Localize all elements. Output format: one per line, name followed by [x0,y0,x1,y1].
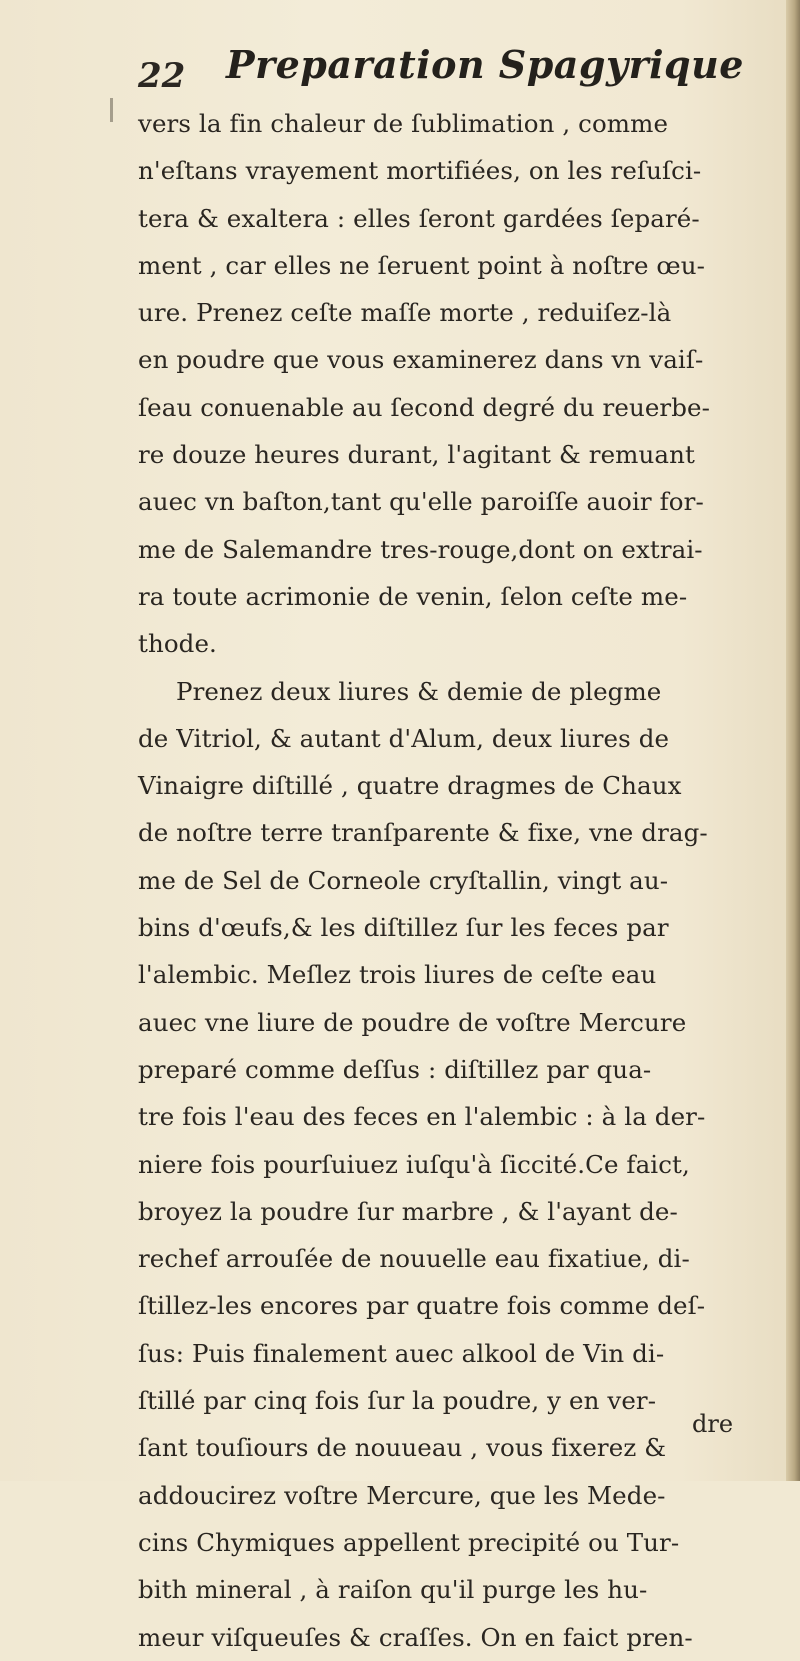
text-line: preparé comme deſſus : diſtillez par qua- [138,1054,652,1084]
text-line: l'alembic. Meſlez trois liures de ceſte eau [138,960,657,990]
text-line: ſant touſiours de nouueau , vous fixerez & [138,1433,667,1463]
text-line: ſtillé par cinq fois ſur la poudre, y en ver- [138,1386,657,1416]
text-line: Vinaigre diſtillé , quatre dragmes de Chaux [138,771,682,801]
text-line: ſtillez-les encores par quatre fois comme deſ- [138,1291,706,1321]
text-line: auec vne liure de poudre de voſtre Mercure [138,1007,687,1037]
text-line: thode. [138,629,217,659]
paragraph-start-line: Prenez deux liures & demie de plegme [176,676,662,706]
text-line: vers la fin chaleur de ſublimation , comme [138,109,669,138]
text-line: me de Salemandre tres-rouge,dont on extrai- [138,534,703,564]
text-line: bins d'œufs,& les diſtillez ſur les feces par [138,913,669,943]
body-text [138,100,778,1661]
page-number: 22 [138,56,186,96]
text-line: ra toute acrimonie de venin, ſelon ceſte me- [138,581,688,611]
catchword: dre [692,1410,734,1438]
text-line: de noſtre terre tranſparente & fixe, vne drag- [138,818,708,848]
text-line: auec vn baſton,tant qu'elle paroiſſe auoir for- [138,487,704,517]
running-title: Preparation Spagyrique [226,42,744,87]
page-header [138,40,768,102]
text-line: ment , car elles ne ſeruent point à noſtre œu- [138,250,706,280]
text-line: tre fois l'eau des feces en l'alembic : à la der- [138,1102,706,1132]
text-line: ſus: Puis finalement auec alkool de Vin di- [138,1338,665,1368]
text-line: meur viſqueuſes & craſſes. On en faict pren- [138,1622,693,1652]
text-line: broyez la poudre ſur marbre , & l'ayant de- [138,1196,678,1226]
text-line: bith mineral , à raiſon qu'il purge les hu- [138,1575,648,1605]
text-line: ure. Prenez ceſte maſſe morte , reduiſez-là [138,298,672,328]
text-line: de Vitriol, & autant d'Alum, deux liures de [138,723,670,753]
text-line: me de Sel de Corneole cryſtallin, vingt au- [138,865,669,895]
text-line: en poudre que vous examinerez dans vn vaiſ- [138,345,704,375]
text-line: addoucirez voſtre Mercure, que les Mede- [138,1480,666,1510]
text-line: niere fois pourſuiuez iuſqu'à ſiccité.Ce faict, [138,1149,690,1179]
text-line: n'eſtans vrayement mortifiées, on les reſuſci- [138,156,702,186]
text-line: re douze heures durant, l'agitant & remuant [138,440,695,470]
margin-mark [110,98,113,122]
text-line: tera & exaltera : elles ſeront gardées ſeparé- [138,203,700,233]
text-line: rechef arrouſée de nouuelle eau fixatiue, di- [138,1244,690,1274]
page-edge-shadow [786,0,800,1481]
text-line: ſeau conuenable au ſecond degré du reuerbe- [138,392,710,422]
text-line: cins Chymiques appellent precipité ou Tur- [138,1527,680,1557]
